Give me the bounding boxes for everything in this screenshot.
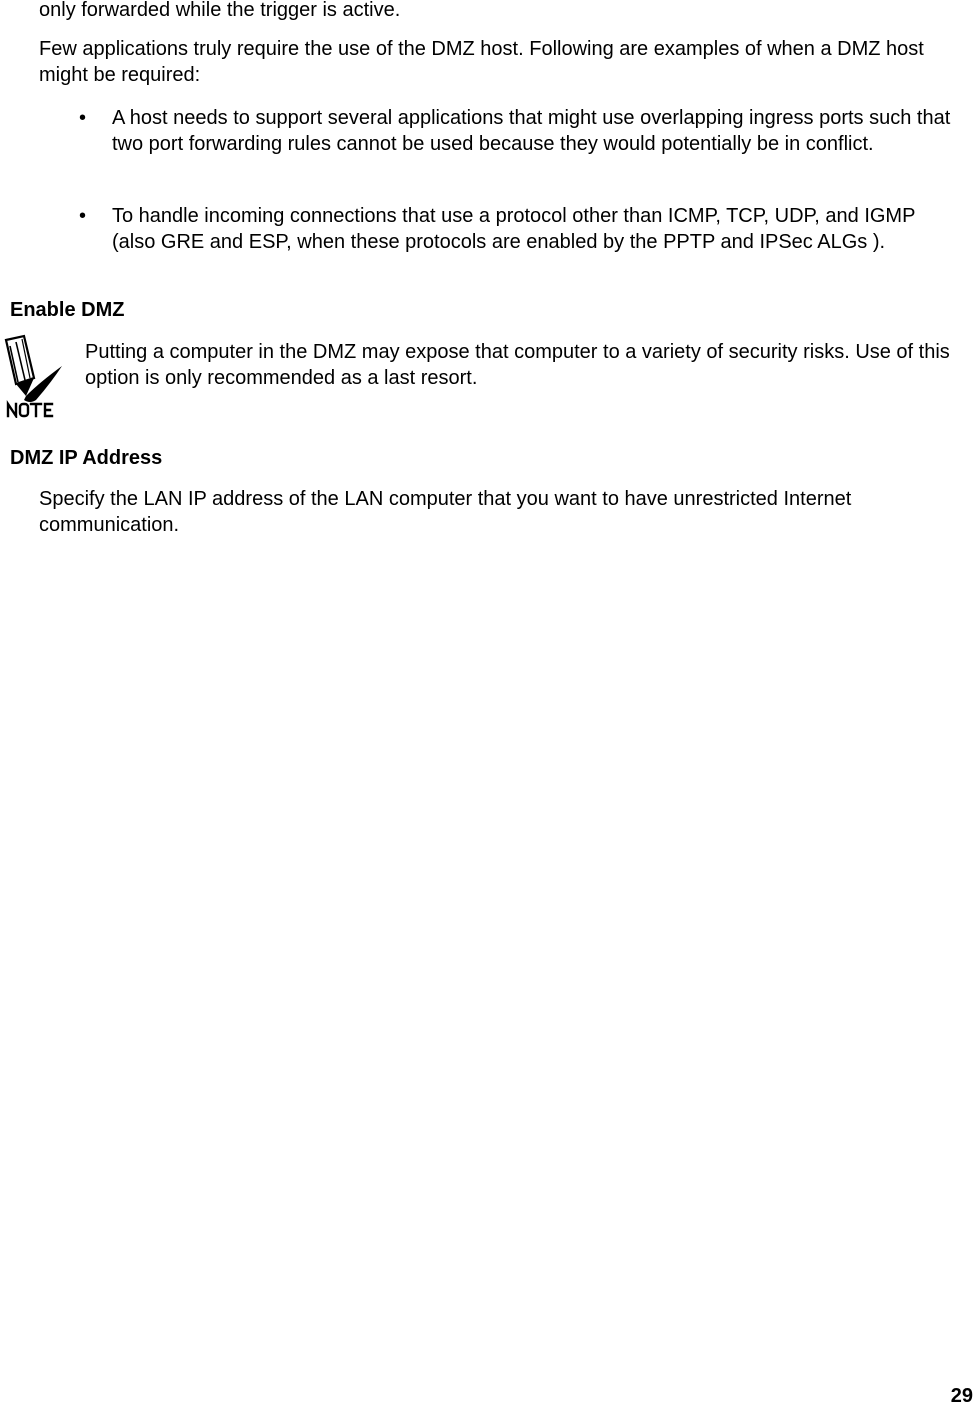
note-text: Putting a computer in the DMZ may expose that computer to a variety of security risks. Use of this option is only recommended as a last resort. bbox=[85, 341, 950, 389]
dmz-ip-heading: DMZ IP Address bbox=[10, 447, 163, 469]
intro-fragment: only forwarded while the trigger is active. bbox=[39, 0, 401, 21]
enable-dmz-heading: Enable DMZ bbox=[10, 299, 125, 321]
bullet-text: To handle incoming connections that use a protocol other than ICMP, TCP, UDP, and IGMP (also GRE and ESP, when these protocols are enabled by the PPTP and IPSec ALGs ). bbox=[112, 205, 916, 253]
bullet-item bbox=[79, 105, 975, 185]
intro-paragraph: Few applications truly require the use of the DMZ host. Following are examples of when a DMZ host might be required: bbox=[39, 38, 924, 86]
bullet-item bbox=[79, 203, 975, 283]
bullet-text: A host needs to support several applications that might use overlapping ingress ports such that two port forwarding rules cannot be used because they would potentially be in conflict. bbox=[112, 107, 951, 155]
bullet-marker: • bbox=[79, 107, 87, 129]
page-number: 29 bbox=[950, 1385, 973, 1407]
note-icon bbox=[0, 334, 62, 418]
dmz-ip-text: Specify the LAN IP address of the LAN computer that you want to have unrestricted Internet communication. bbox=[39, 488, 852, 536]
bullet-marker: • bbox=[79, 205, 87, 227]
